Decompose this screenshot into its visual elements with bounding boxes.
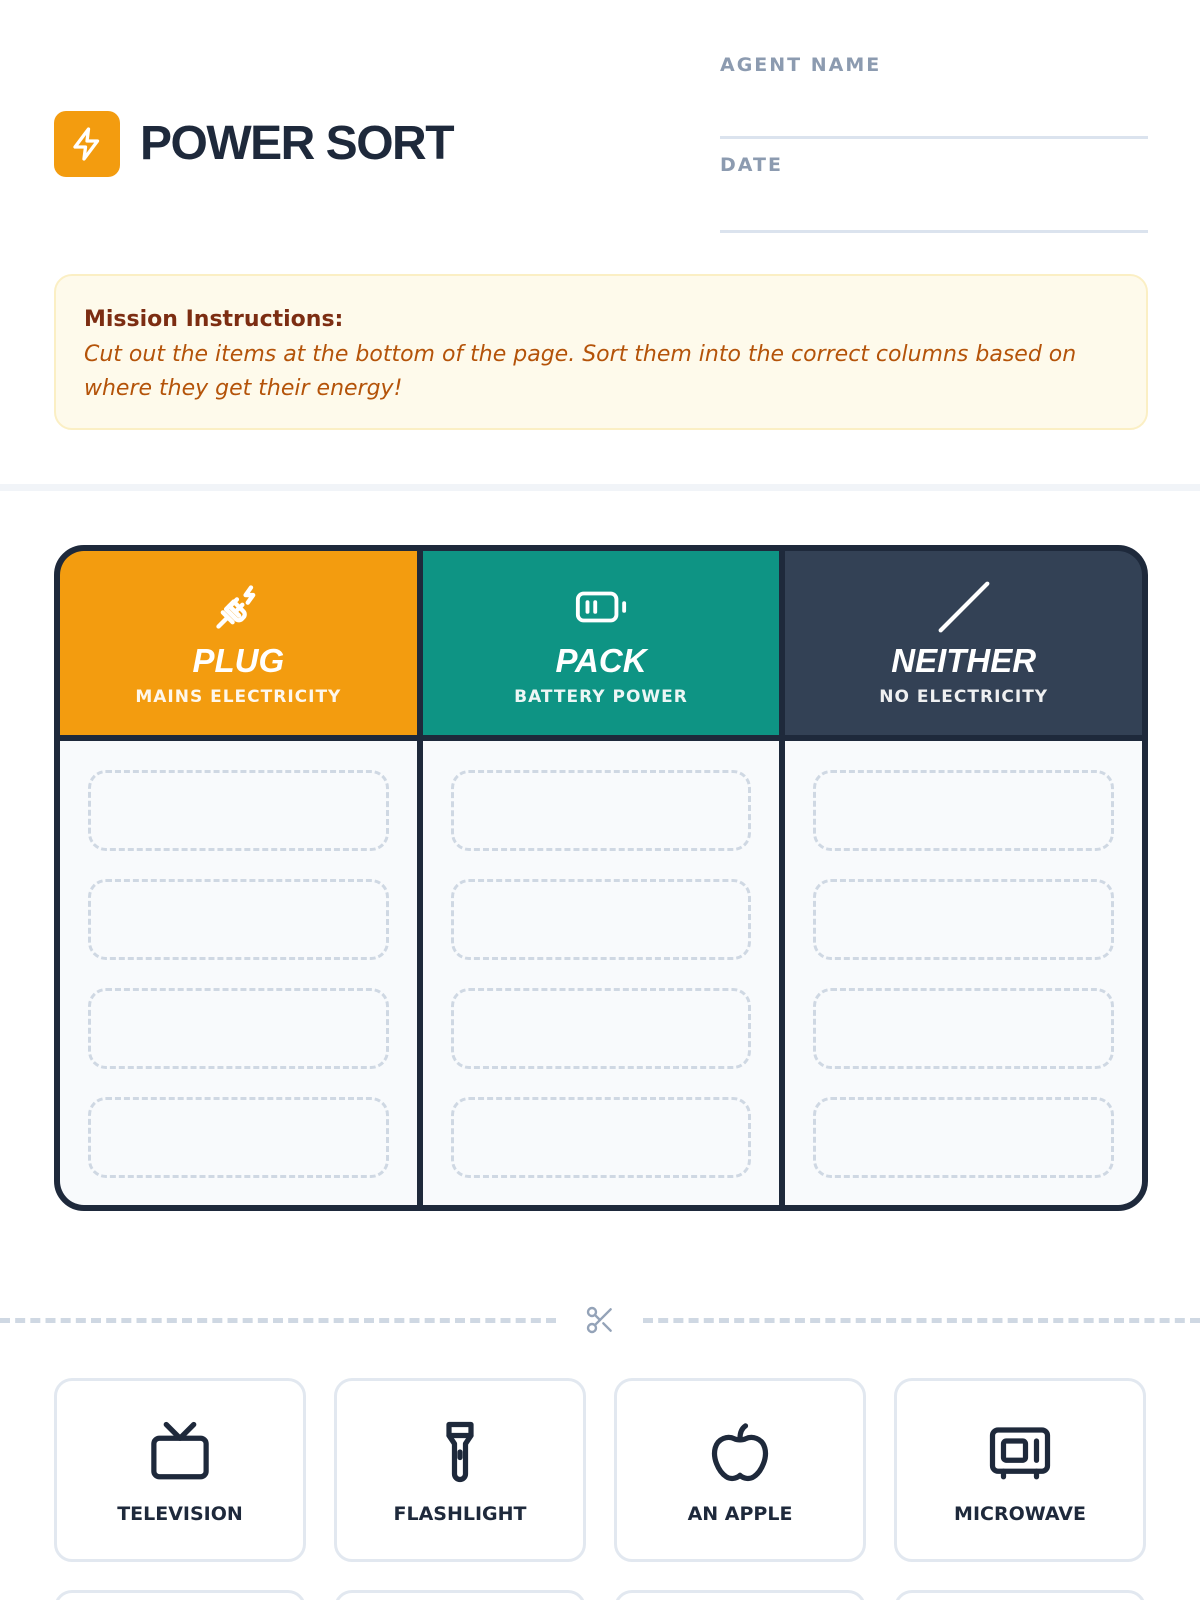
column-header-pack — [423, 551, 780, 735]
apple-icon — [707, 1419, 773, 1485]
column-neither — [785, 551, 1142, 1205]
drop-slot[interactable] — [88, 988, 389, 1069]
item-card[interactable] — [334, 1590, 586, 1600]
cut-line-left — [0, 1318, 556, 1323]
item-card-television[interactable] — [54, 1378, 306, 1562]
logo — [54, 111, 120, 177]
tv-icon — [147, 1419, 213, 1485]
instructions-box — [54, 274, 1148, 430]
flashlight-icon — [427, 1419, 493, 1485]
column-title-plug: PLUG — [192, 642, 285, 679]
item-card-label: FLASHLIGHT — [393, 1503, 527, 1525]
lightning-bolt-icon — [69, 126, 105, 162]
battery-icon — [574, 587, 628, 627]
item-card[interactable] — [894, 1590, 1146, 1600]
cut-line-right — [643, 1318, 1200, 1323]
column-title-neither: NEITHER — [891, 642, 1037, 679]
plug-icon — [212, 581, 264, 633]
section-divider — [0, 484, 1200, 491]
item-card-flashlight[interactable] — [334, 1378, 586, 1562]
drop-slot[interactable] — [451, 988, 752, 1069]
drop-slot[interactable] — [451, 879, 752, 960]
drop-slot[interactable] — [88, 1097, 389, 1178]
item-card-label: TELEVISION — [117, 1503, 243, 1525]
drop-slot[interactable] — [451, 770, 752, 851]
item-card-label: MICROWAVE — [954, 1503, 1086, 1525]
agent-name-field[interactable] — [720, 136, 1148, 139]
sorting-board — [54, 545, 1148, 1211]
drop-zone-pack[interactable] — [423, 741, 780, 1205]
column-pack — [423, 551, 780, 1205]
column-plug — [60, 551, 417, 1205]
drop-slot[interactable] — [813, 770, 1114, 851]
column-header-plug — [60, 551, 417, 735]
column-header-neither — [785, 551, 1142, 735]
cutout-cards — [54, 1378, 1148, 1600]
microwave-icon — [987, 1419, 1053, 1485]
item-card[interactable] — [54, 1590, 306, 1600]
drop-zone-neither[interactable] — [785, 741, 1142, 1205]
instructions-text: Cut out the items at the bottom of the page. Sort them into the correct columns based on where they get their energy! — [84, 342, 1077, 401]
date-label: DATE — [720, 154, 783, 176]
drop-slot[interactable] — [813, 879, 1114, 960]
drop-slot[interactable] — [88, 770, 389, 851]
scissors-icon — [584, 1304, 616, 1336]
column-title-pack: PACK — [555, 642, 647, 679]
drop-slot[interactable] — [813, 1097, 1114, 1178]
column-subtitle-pack: BATTERY POWER — [514, 687, 688, 707]
drop-zone-plug[interactable] — [60, 741, 417, 1205]
date-field[interactable] — [720, 230, 1148, 233]
column-subtitle-neither: NO ELECTRICITY — [879, 687, 1049, 707]
item-card[interactable] — [614, 1590, 866, 1600]
drop-slot[interactable] — [451, 1097, 752, 1178]
instructions-title: Mission Instructions: — [84, 307, 344, 332]
drop-slot[interactable] — [88, 879, 389, 960]
page-title: POWER SORT — [140, 117, 454, 170]
column-subtitle-plug: MAINS ELECTRICITY — [135, 687, 342, 707]
item-card-apple[interactable] — [614, 1378, 866, 1562]
slash-icon — [936, 579, 992, 635]
agent-name-label: AGENT NAME — [720, 54, 882, 76]
drop-slot[interactable] — [813, 988, 1114, 1069]
item-card-label: AN APPLE — [687, 1503, 793, 1525]
item-card-microwave[interactable] — [894, 1378, 1146, 1562]
